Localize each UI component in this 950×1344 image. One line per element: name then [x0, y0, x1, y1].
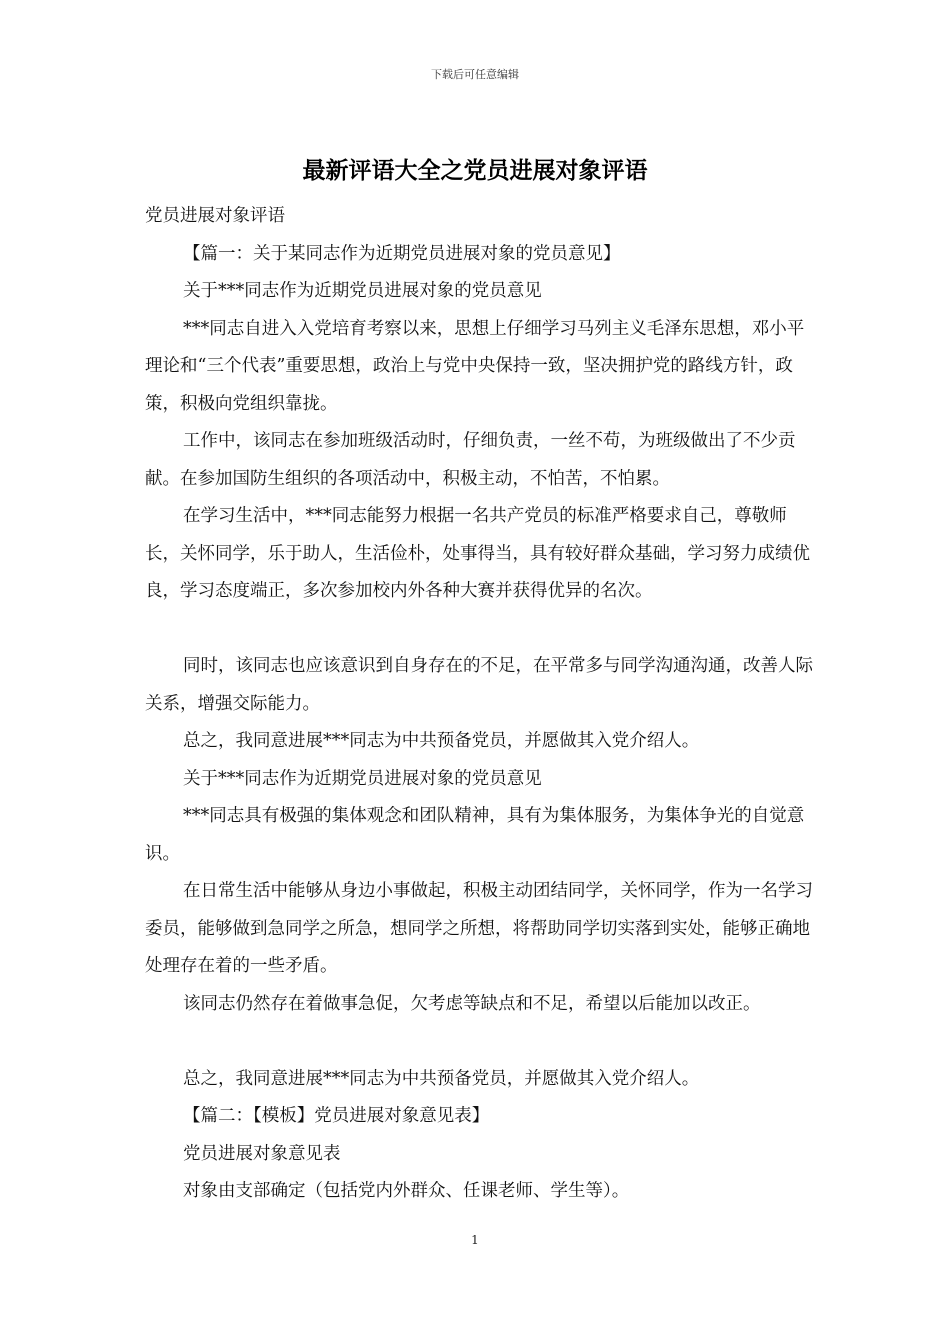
page-number: 1: [471, 1233, 479, 1247]
subtitle-paragraph: 党员进展对象评语: [145, 206, 285, 226]
opinion-heading: 关于***同志作为近期党员进展对象的党员意见: [183, 281, 542, 301]
document-body: [145, 198, 813, 1211]
body-paragraph: 同时，该同志也应该意识到自身存在的不足，在平常多与同学沟通沟通，改善人际关系，增强交际能力。: [145, 656, 813, 714]
body-paragraph: 工作中，该同志在参加班级活动时，仔细负责，一丝不苟，为班级做出了不少贡献。在参加国防生组织的各项活动中，积极主动，不怕苦，不怕累。: [145, 431, 796, 489]
section-heading: 【篇二：【模板】党员进展对象意见表】: [183, 1106, 490, 1126]
body-paragraph: 该同志仍然存在着做事急促，欠考虑等缺点和不足，希望以后能加以改正。: [183, 993, 761, 1014]
body-paragraph: 党员进展对象意见表: [183, 1143, 341, 1164]
body-paragraph: 对象由支部确定（包括党内外群众、任课老师、学生等）。: [183, 1181, 630, 1201]
document-title: 最新评语大全之党员进展对象评语: [302, 157, 648, 184]
body-paragraph: ***同志自进入入党培育考察以来，思想上仔细学习马列主义毛泽东思想，邓小平理论和“三个代表”重要思想，政治上与党中央保持一致，坚决拥护党的路线方针，政策，积极向党组织靠拢。: [145, 318, 805, 414]
section-heading: 【篇一：关于某同志作为近期党员进展对象的党员意见】: [183, 243, 621, 264]
paragraph-gap: [145, 611, 813, 649]
body-paragraph: ***同志具有极强的集体观念和团队精神，具有为集体服务，为集体争光的自觉意识。: [145, 806, 805, 864]
body-paragraph: 总之，我同意进展***同志为中共预备党员，并愿做其入党介绍人。: [183, 1068, 700, 1089]
body-paragraph: 在日常生活中能够从身边小事做起，积极主动团结同学，关怀同学，作为一名学习委员，能够做到急同学之所急，想同学之所想，将帮助同学切实落到实处，能够正确地处理存在着的一些矛盾。: [145, 881, 813, 976]
page-header: 下载后可任意编辑: [431, 68, 519, 81]
opinion-heading: 关于***同志作为近期党员进展对象的党员意见: [183, 768, 542, 789]
body-paragraph: 在学习生活中，***同志能努力根据一名共产党员的标准严格要求自己，尊敬师长，关怀同学，乐于助人，生活俭朴，处事得当，具有较好群众基础，学习努力成绩优良，学习态度端正，多次参加校内外各种大赛并获得优异的名次。: [145, 506, 810, 601]
body-paragraph: 总之，我同意进展***同志为中共预备党员，并愿做其入党介绍人。: [183, 731, 700, 751]
paragraph-gap: [145, 1023, 813, 1061]
